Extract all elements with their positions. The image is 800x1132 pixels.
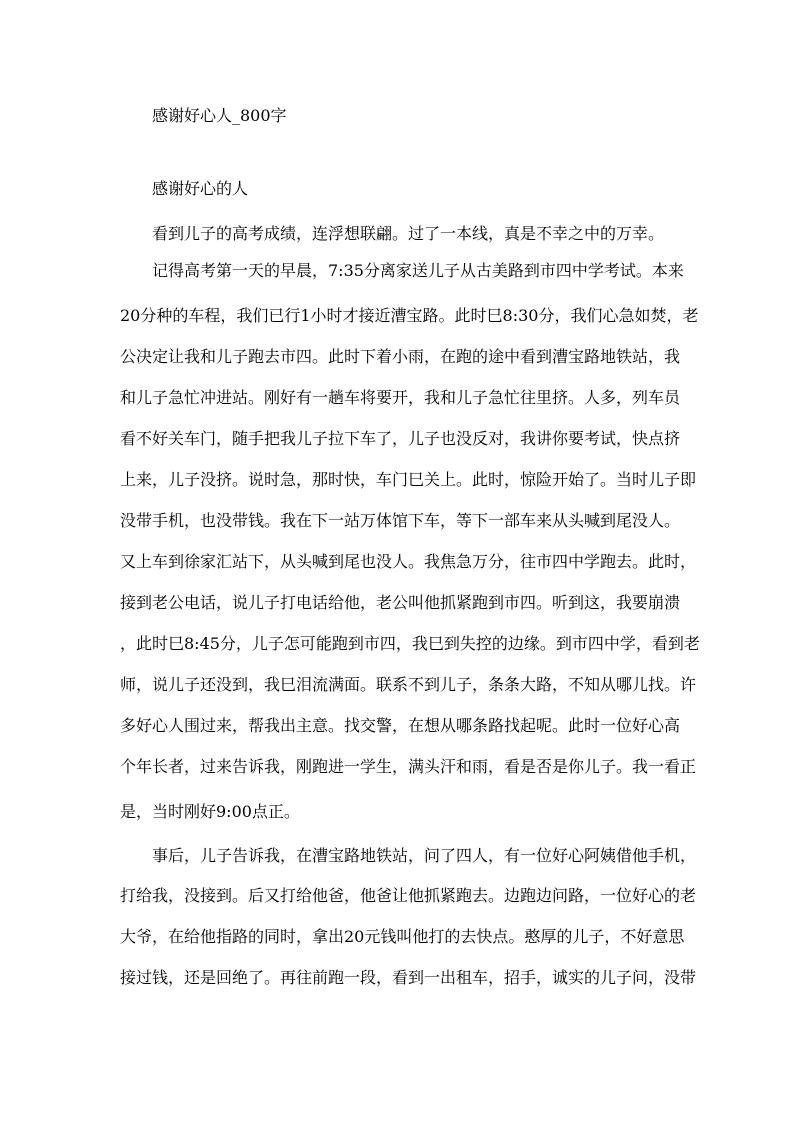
text-line: 和儿子急忙冲进站。刚好有一趟车将要开，我和儿子急忙往里挤。人多，列车员: [120, 388, 681, 407]
text-line: 事后，儿子告诉我，在漕宝路地铁站，问了四人，有一位好心阿姨借他手机，: [152, 846, 697, 865]
text-line: 看不好关车门，随手把我儿子拉下车了，儿子也没反对，我讲你要考试，快点挤: [120, 429, 681, 448]
text-line: 打给我，没接到。后又打给他爸，他爸让他抓紧跑去。边跑边问路，一位好心的老: [120, 886, 697, 905]
section-heading: 感谢好心的人: [152, 179, 249, 198]
text-line: 公决定让我和儿子跑去市四。此时下着小雨，在跑的途中看到漕宝路地铁站，我: [120, 347, 681, 366]
text-line: 是，当时刚好9:00点正。: [120, 802, 300, 821]
text-line: 没带手机，也没带钱。我在下一站万体馆下车，等下一部车来从头喊到尾没人。: [120, 511, 681, 530]
text-line: 记得高考第一天的早晨，7:35分离家送儿子从古美路到市四中学考试。本来: [152, 261, 684, 280]
text-line: 师，说儿子还没到，我巳泪流满面。联系不到儿子，条条大路，不知从哪儿找。许: [120, 675, 697, 694]
text-line: 20分种的车程，我们已行1小时才接近漕宝路。此时巳8:30分，我们心急如焚，老: [120, 306, 699, 325]
text-line: 接到老公电话，说儿子打电话给他，老公叫他抓紧跑到市四。听到这，我要崩溃: [120, 593, 681, 612]
text-line: 个年长者，过来告诉我，刚跑进一学生，满头汗和雨，看是否是你儿子。我一看正: [120, 757, 697, 776]
text-line: 上来，儿子没挤。说时急，那时快，车门巳关上。此时，惊险开始了。当时儿子即: [120, 470, 697, 489]
text-line: 看到儿子的高考成绩，连浮想联翩。过了一本线，真是不幸之中的万幸。: [152, 224, 665, 243]
text-line: 大爷，在给他指路的同时，拿出20元钱叫他打的去快点。憨厚的儿子，不好意思: [120, 927, 685, 946]
text-line: 又上车到徐家汇站下，从头喊到尾也没人。我焦急万分，往市四中学跑去。此时，: [120, 552, 697, 571]
text-line: 接过钱，还是回绝了。再往前跑一段，看到一出租车，招手，诚实的儿子问，没带: [120, 968, 697, 987]
text-line: 多好心人围过来，帮我出主意。找交警，在想从哪条路找起呢。此时一位好心高: [120, 716, 681, 735]
text-line: ，此时巳8:45分，儿子怎可能跑到市四，我巳到失控的边缘。到市四中学，看到老: [120, 634, 700, 653]
document-title: 感谢好心人_800字: [152, 106, 287, 125]
